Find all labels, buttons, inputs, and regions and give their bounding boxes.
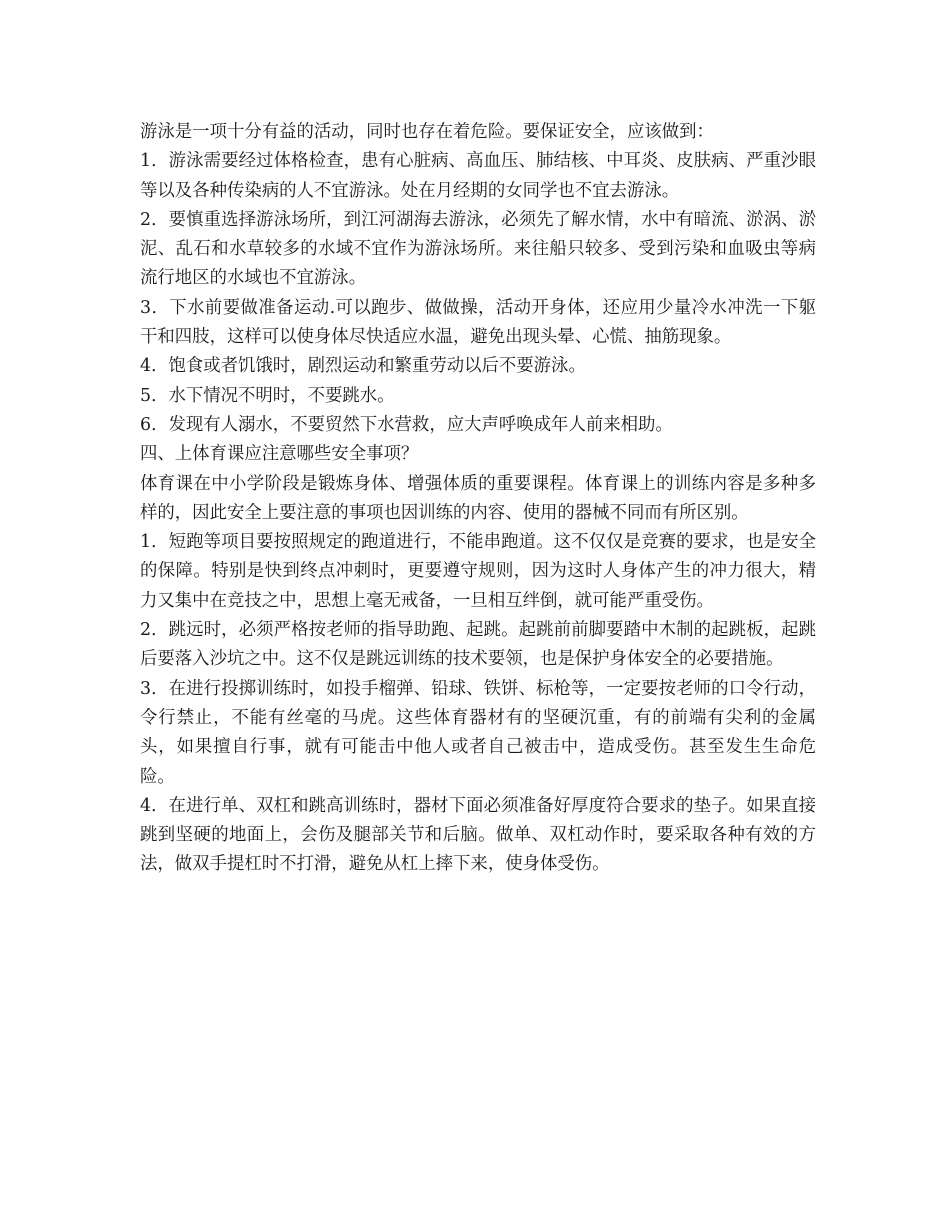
swim-rule-1: 1．游泳需要经过体格检查，患有心脏病、高血压、肺结核、中耳炎、皮肤病、严重沙眼等以及各种传染病的人不宜游泳。处在月经期的女同学也不宜去游泳。	[140, 151, 816, 201]
section-heading: 四、上体育课应注意哪些安全事项？	[140, 444, 419, 465]
swim-rule-4: 4．饱食或者饥饿时，剧烈运动和繁重劳动以后不要游泳。	[140, 356, 586, 377]
pe-rule-1: 1．短跑等项目要按照规定的跑道进行，不能串跑道。这不仅仅是竞赛的要求，也是安全的保障。特别是快到终点冲刺时，更要遵守规则，因为这时人身体产生的冲力很大，精力又集中在竞技之中，思想上毫无戒备，一旦相互绊倒，就可能严重受伤。	[140, 532, 816, 611]
pe-rule-3: 3．在进行投掷训练时，如投手榴弹、铅球、铁饼、标枪等，一定要按老师的口令行动，令行禁止，不能有丝毫的马虎。这些体育器材有的坚硬沉重，有的前端有尖利的金属头，如果擅自行事，就有可能击中他人或者自己被击中，造成受伤。甚至发生生命危险。	[140, 678, 816, 787]
swim-rule-2: 2．要慎重选择游泳场所，到江河湖海去游泳，必须先了解水情，水中有暗流、淤涡、淤泥、乱石和水草较多的水域不宜作为游泳场所。来往船只较多、受到污染和血吸虫等病流行地区的水域也不宜游泳。	[140, 209, 816, 289]
intro-paragraph: 游泳是一项十分有益的活动，同时也存在着危险。要保证安全，应该做到：	[140, 122, 714, 142]
swim-rule-6: 6．发现有人溺水，不要贸然下水营救，应大声呼唤成年人前来相助。	[140, 414, 673, 435]
swim-rule-3: 3．下水前要做准备运动.可以跑步、做做操，活动开身体，还应用少量冷水冲洗一下躯干和四肢，这样可以使身体尽快适应水温，避免出现头晕、心慌、抽筋现象。	[140, 297, 816, 348]
document-page	[140, 118, 816, 880]
swim-rule-5: 5．水下情况不明时，不要跳水。	[140, 385, 395, 406]
pe-intro-paragraph: 体育课在中小学阶段是锻炼身体、增强体质的重要课程。体育课上的训练内容是多种多样的，因此安全上要注意的事项也因训练的内容、使用的器械不同而有所区别。	[140, 473, 816, 523]
pe-rule-4: 4．在进行单、双杠和跳高训练时，器材下面必须准备好厚度符合要求的垫子。如果直接跳到坚硬的地面上，会伤及腿部关节和后脑。做单、双杠动作时，要采取各种有效的方法，做双手提杠时不打滑，避免从杠上摔下来，使身体受伤。	[140, 795, 816, 875]
pe-rule-2: 2．跳远时，必须严格按老师的指导助跑、起跳。起跳前前脚要踏中木制的起跳板，起跳后要落入沙坑之中。这不仅是跳远训练的技术要领，也是保护身体安全的必要措施。	[140, 620, 816, 670]
